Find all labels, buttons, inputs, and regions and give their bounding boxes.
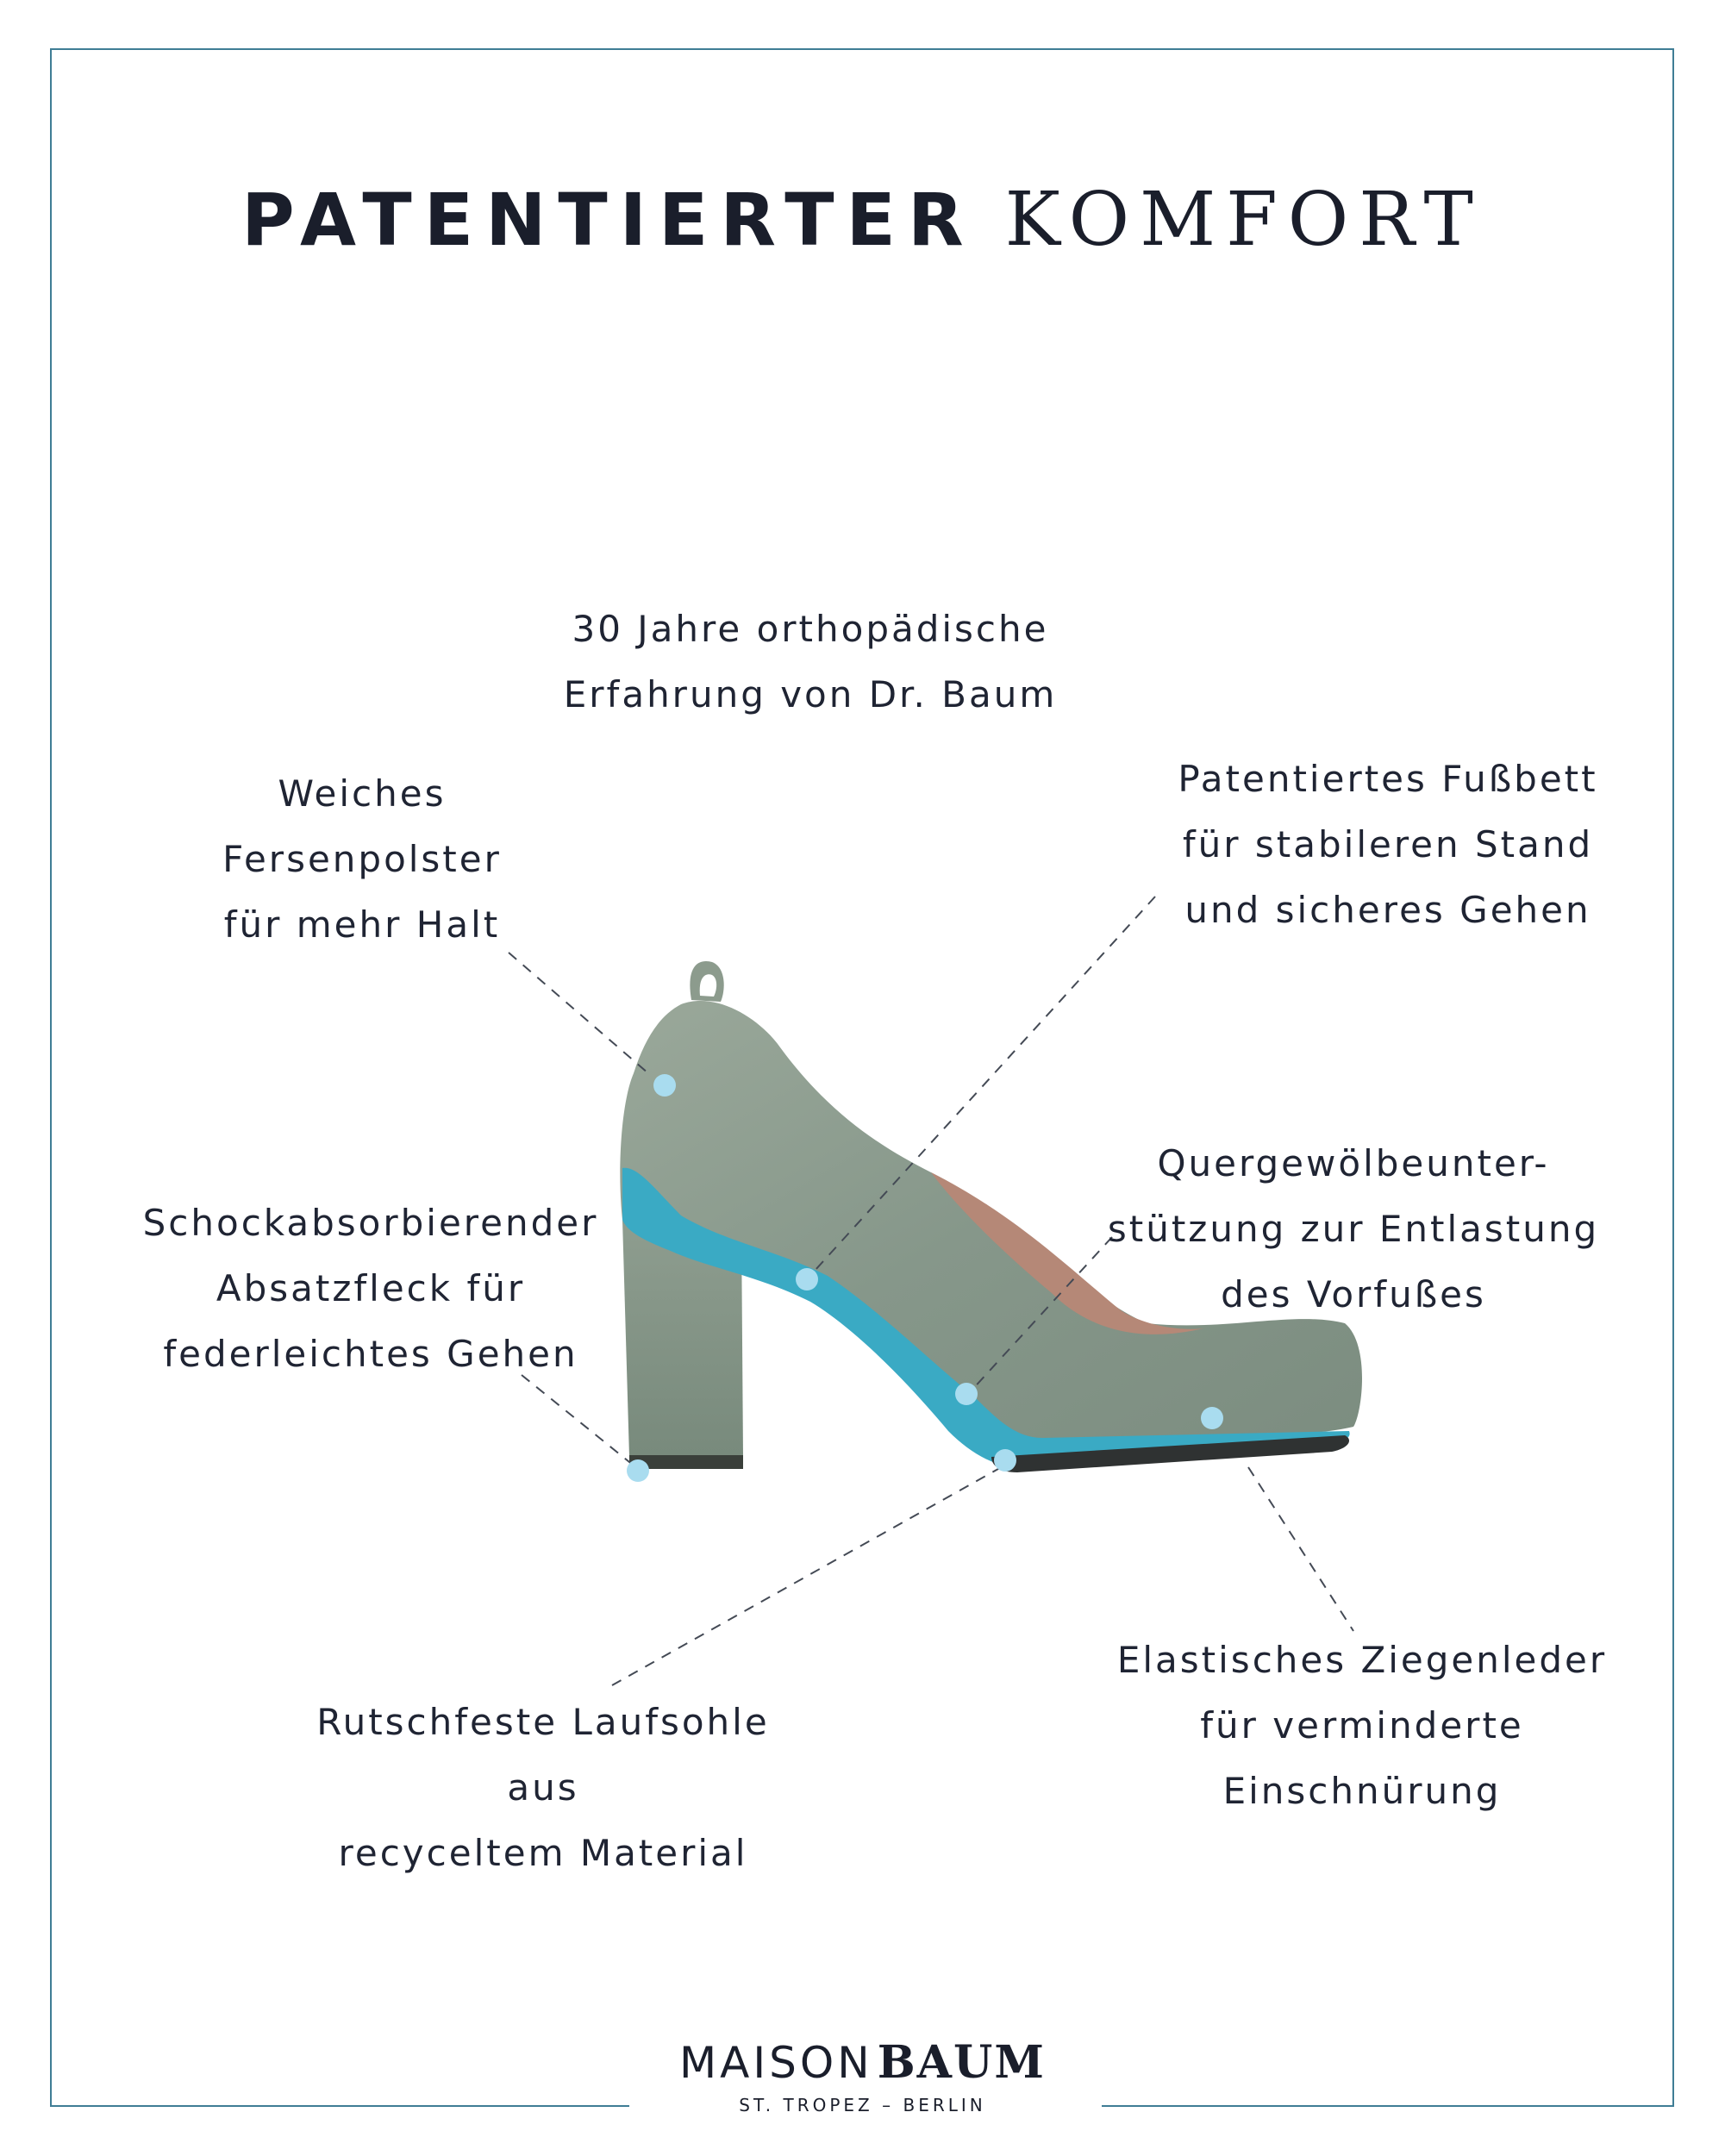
label-experience bbox=[534, 597, 1086, 728]
label-arch-line3: des Vorfußes bbox=[1221, 1273, 1486, 1315]
label-heel-pad bbox=[172, 761, 552, 958]
label-footbed-line3: und sicheres Gehen bbox=[1184, 889, 1591, 931]
label-experience-line1: 30 Jahre orthopädische bbox=[572, 608, 1049, 650]
dot-footbed bbox=[796, 1268, 818, 1290]
label-arch-line1: Quergewölbeunter- bbox=[1157, 1142, 1550, 1184]
label-sole bbox=[284, 1690, 802, 1886]
dot-heel-pad bbox=[653, 1074, 676, 1097]
label-arch bbox=[1078, 1131, 1629, 1328]
dot-arch bbox=[955, 1383, 978, 1405]
leader-heel-pad bbox=[509, 953, 648, 1073]
label-footbed-line1: Patentiertes Fußbett bbox=[1178, 758, 1598, 800]
label-arch-line2: stützung zur Entlastung bbox=[1107, 1208, 1600, 1250]
title-patentierter: PATENTIERTER bbox=[241, 178, 976, 262]
label-shock-line3: federleichtes Gehen bbox=[163, 1333, 578, 1375]
label-sole-line1: Rutschfeste Laufsohle bbox=[316, 1701, 770, 1743]
dot-sole bbox=[994, 1449, 1016, 1472]
leader-shock bbox=[522, 1375, 634, 1465]
dot-shock bbox=[627, 1459, 649, 1482]
label-shock bbox=[95, 1190, 647, 1387]
label-footbed-line2: für stabileren Stand bbox=[1182, 823, 1594, 866]
label-heel-pad-line3: für mehr Halt bbox=[223, 903, 501, 946]
brand-logo bbox=[0, 2036, 1725, 2089]
brand-name-baum: BAUM bbox=[877, 2036, 1046, 2089]
label-sole-line2: aus bbox=[507, 1766, 579, 1809]
label-experience-line2: Erfahrung von Dr. Baum bbox=[563, 673, 1058, 716]
title-komfort: KOMFORT bbox=[1004, 177, 1484, 263]
leader-sole bbox=[612, 1465, 1004, 1685]
label-heel-pad-line2: Fersenpolster bbox=[222, 838, 502, 880]
label-leather bbox=[1095, 1628, 1629, 1824]
label-shock-line1: Schockabsorbierender bbox=[142, 1202, 599, 1244]
leader-leather bbox=[1248, 1467, 1353, 1631]
label-heel-pad-line1: Weiches bbox=[278, 772, 447, 815]
label-shock-line2: Absatzfleck für bbox=[216, 1267, 526, 1309]
label-leather-line1: Elastisches Ziegenleder bbox=[1116, 1639, 1608, 1681]
label-leather-line3: Einschnürung bbox=[1222, 1770, 1502, 1812]
brand-name-maison: MAISON bbox=[679, 2038, 873, 2088]
label-footbed bbox=[1138, 747, 1638, 943]
label-sole-line3: recyceltem Material bbox=[338, 1832, 748, 1874]
brand-tagline: ST. TROPEZ – BERLIN bbox=[739, 2095, 986, 2115]
label-leather-line2: für verminderte bbox=[1200, 1704, 1524, 1747]
dot-leather bbox=[1201, 1407, 1223, 1429]
